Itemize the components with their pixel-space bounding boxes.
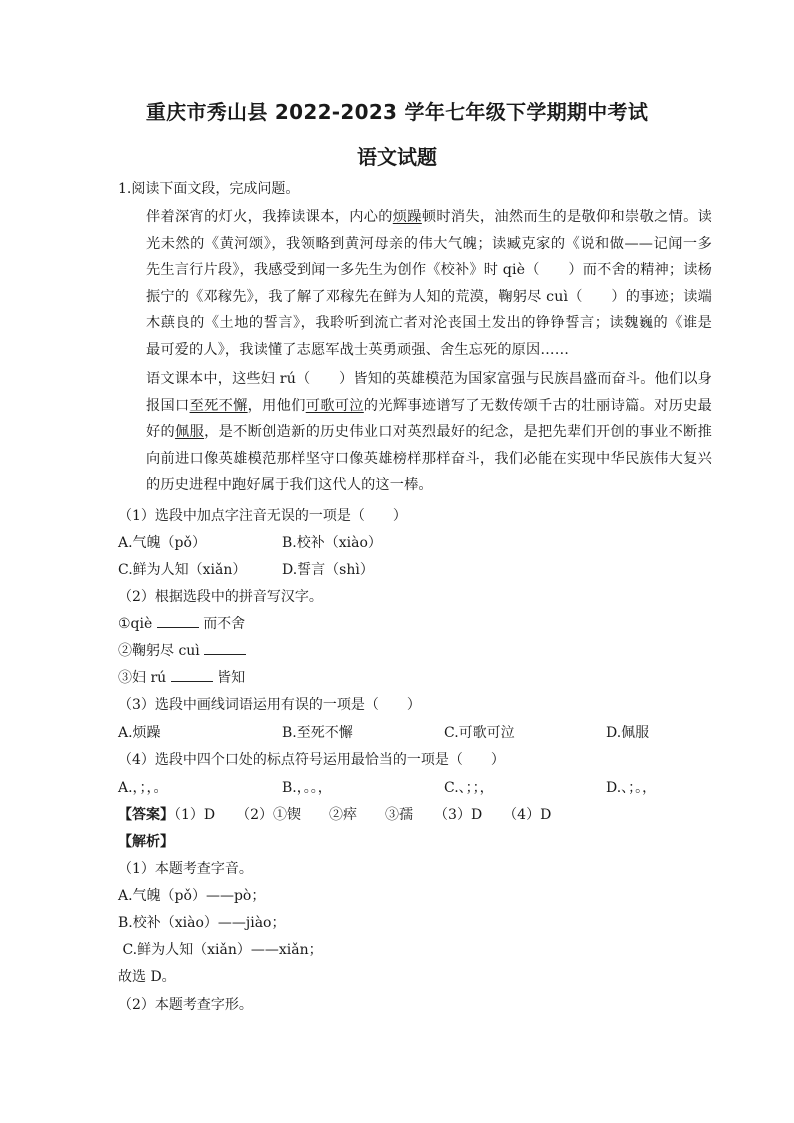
answer-blank[interactable] (171, 669, 213, 682)
exam-title: 重庆市秀山县 2022-2023 学年七年级下学期期中考试 (145, 100, 649, 124)
underlined-word-kegekeqi: 可歌可泣 (305, 397, 364, 414)
underlined-word-zhisibuxie: 至死不懈 (189, 397, 248, 414)
sub-question-2: （2）根据选段中的拼音写汉字。 (118, 589, 323, 605)
sub-question-1: （1）选段中加点字注音无误的一项是（ ） (118, 508, 407, 524)
passage-paragraph-2: 语文课本中，这些妇 rú（ ）皆知的英雄模范为国家富强与民族昌盛而奋斗。他们以身报国口至死不懈，用他们可歌可泣的光辉事迹谱写了无数传颂千古的壮丽诗篇。对历史最好的佩服，是不断创造新的历史伟业口对英烈最好的纪念，是把先辈们开创的事业不断推向前进口像英雄模范那样坚守口像英雄榜样那样奋斗，我们必能在实现中华民族伟大复兴的历史进程中跑好属于我们这代人的这一棒。 (146, 371, 713, 493)
analysis-label: 【解析】 (118, 834, 174, 850)
sub1-option-a: A.气魄（pǒ） (118, 535, 206, 551)
sub3-option-b: B.至死不懈 (282, 725, 353, 741)
analysis-line-5: 故选 D。 (118, 969, 176, 985)
sub4-option-a: A.，；，。 (118, 780, 168, 796)
sub4-option-c: C.、；；， (444, 780, 494, 796)
answer-blank[interactable] (204, 642, 246, 655)
passage-paragraph-1: 伴着深宵的灯火，我捧读课本，内心的烦躁顿时消失，油然而生的是敬仰和崇敬之情。读光未然的《黄河颂》，我领略到黄河母亲的伟大气魄；读臧克家的《说和做——记闻一多先生言行片段》，我感受到闻一多先生为创作《校补》时 qiè（ ）而不舍的精神；读杨振宁的《邓稼先》，我了解了邓稼先在鲜为人知的荒漠，鞠躬尽 cuì（ ）的事迹；读端木蕻良的《土地的誓言》，我聆听到流亡者对沦丧国土发出的铮铮誓言；读魏巍的《谁是最可爱的人》，我读懂了志愿军战士英勇顽强、舍生忘死的原因…… (146, 209, 712, 358)
sub-question-4: （4）选段中四个口处的标点符号运用最恰当的一项是（ ） (118, 752, 505, 768)
answer-label: 【答案】 (118, 807, 174, 823)
sub-question-3: （3）选段中画线词语运用有误的一项是（ ） (118, 697, 421, 713)
analysis-line-4: C.鲜为人知（xiǎn）——xiǎn； (118, 942, 323, 958)
sub4-option-b: B.，。。， (282, 780, 332, 796)
sub1-option-c: C.鲜为人知（xiǎn） (118, 562, 247, 578)
answer-blank[interactable] (157, 615, 199, 628)
sub2-item-3: ③妇 rú 皆知 (118, 670, 246, 686)
sub4-option-d: D.、；。， (606, 780, 657, 796)
underlined-word-fanzao: 烦躁 (392, 209, 422, 225)
analysis-line-2: A.气魄（pǒ）——pò； (118, 888, 266, 904)
analysis-line-1: （1）本题考查字音。 (118, 861, 253, 877)
sub1-option-b: B.校补（xiào） (282, 535, 382, 551)
exam-subtitle: 语文试题 (357, 145, 437, 169)
sub1-option-d: D.誓言（shì） (282, 562, 374, 578)
question-1-intro: 1.阅读下面文段，完成问题。 (118, 181, 300, 197)
sub2-item-2: ②鞠躬尽 cuì (118, 642, 246, 660)
sub3-option-d: D.佩服 (606, 725, 650, 741)
underlined-word-peifu: 佩服 (175, 424, 205, 440)
answer-text: （1）D （2）①锲 ②瘁 ③孺 （3）D （4）D (174, 807, 552, 823)
answer-line (118, 806, 551, 824)
analysis-line-3: B.校补（xiào）——jiào； (118, 915, 286, 931)
sub3-option-a: A.烦躁 (118, 725, 161, 741)
sub2-item-1: ①qiè 而不舍 (118, 616, 246, 632)
analysis-line-6: （2）本题考查字形。 (118, 997, 253, 1013)
sub3-option-c: C.可歌可泣 (444, 725, 515, 741)
